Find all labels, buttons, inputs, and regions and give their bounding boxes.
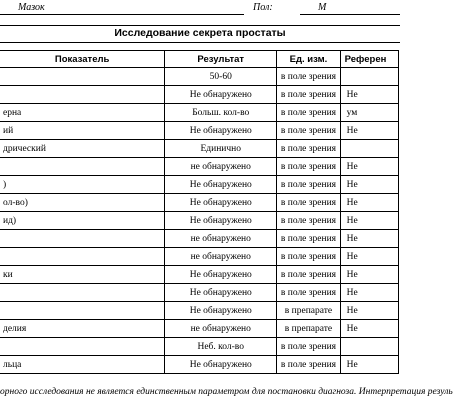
table-body [0, 68, 399, 374]
cell-result: Не обнаружено [165, 302, 277, 320]
table-row [0, 104, 399, 122]
cell-unit: в поле зрения [277, 122, 340, 140]
table-row [0, 140, 399, 158]
cell-unit: в поле зрения [277, 104, 340, 122]
cell-parameter: ерна [0, 104, 165, 122]
patient-header [0, 0, 400, 18]
table-row [0, 212, 399, 230]
cell-reference: Не [340, 284, 398, 302]
cell-result: Не обнаружено [165, 284, 277, 302]
cell-reference: Не [340, 320, 398, 338]
cell-unit: в поле зрения [277, 158, 340, 176]
sex-underline [300, 14, 400, 15]
cell-parameter: ий [0, 122, 165, 140]
cell-reference: Не [340, 230, 398, 248]
table-row [0, 68, 399, 86]
cell-result: не обнаружено [165, 230, 277, 248]
cell-parameter: дрический [0, 140, 165, 158]
cell-unit: в поле зрения [277, 230, 340, 248]
table-row [0, 230, 399, 248]
table-row [0, 284, 399, 302]
table-row [0, 248, 399, 266]
cell-result: Не обнаружено [165, 356, 277, 374]
table-row [0, 176, 399, 194]
cell-result: Не обнаружено [165, 176, 277, 194]
column-header-unit: Ед. изм. [277, 51, 340, 68]
table-row [0, 86, 399, 104]
cell-parameter [0, 86, 165, 104]
cell-unit: в поле зрения [277, 194, 340, 212]
disclaimer-text: орного исследования не является единственным параметром для постановки диагноза. Интерпретация резуль [0, 387, 453, 397]
material-underline [0, 14, 244, 15]
table-header [0, 51, 399, 68]
material-label: Мазок [18, 2, 45, 13]
page-title: Исследование секрета простаты [0, 25, 400, 43]
cell-parameter [0, 248, 165, 266]
cell-parameter: ид) [0, 212, 165, 230]
column-header-result: Результат [165, 51, 277, 68]
table-row [0, 122, 399, 140]
cell-reference: Не [340, 86, 398, 104]
cell-reference: Не [340, 176, 398, 194]
cell-parameter [0, 338, 165, 356]
table-row [0, 158, 399, 176]
cell-reference [340, 140, 398, 158]
cell-result: 50-60 [165, 68, 277, 86]
cell-parameter: ол-во) [0, 194, 165, 212]
cell-unit: в препарате [277, 302, 340, 320]
cell-parameter [0, 284, 165, 302]
cell-reference: Не [340, 212, 398, 230]
cell-result: не обнаружено [165, 248, 277, 266]
sex-label: Пол: [253, 2, 273, 13]
cell-result: Неб. кол-во [165, 338, 277, 356]
cell-reference: Не [340, 248, 398, 266]
cell-unit: в поле зрения [277, 356, 340, 374]
cell-reference [340, 338, 398, 356]
cell-reference: Не [340, 266, 398, 284]
column-header-parameter: Показатель [0, 51, 165, 68]
cell-parameter: ки [0, 266, 165, 284]
table-row [0, 356, 399, 374]
table-row [0, 338, 399, 356]
cell-result: Не обнаружено [165, 86, 277, 104]
results-table [0, 50, 399, 374]
table-row [0, 194, 399, 212]
cell-result: Не обнаружено [165, 194, 277, 212]
table-row [0, 320, 399, 338]
cell-parameter: льца [0, 356, 165, 374]
cell-unit: в поле зрения [277, 284, 340, 302]
table-header-row [0, 51, 399, 68]
cell-unit: в поле зрения [277, 68, 340, 86]
cell-result: Больш. кол-во [165, 104, 277, 122]
cell-parameter [0, 302, 165, 320]
cell-parameter: делия [0, 320, 165, 338]
cell-result: Не обнаружено [165, 266, 277, 284]
cell-unit: в поле зрения [277, 266, 340, 284]
cell-unit: в препарате [277, 320, 340, 338]
cell-reference: Не [340, 194, 398, 212]
cell-reference: ум [340, 104, 398, 122]
table-row [0, 302, 399, 320]
cell-result: не обнаружено [165, 158, 277, 176]
cell-reference: Не [340, 122, 398, 140]
cell-reference [340, 68, 398, 86]
cell-reference: Не [340, 158, 398, 176]
cell-reference: Не [340, 356, 398, 374]
cell-reference: Не [340, 302, 398, 320]
cell-unit: в поле зрения [277, 140, 340, 158]
cell-parameter [0, 158, 165, 176]
cell-result: Единично [165, 140, 277, 158]
cell-result: Не обнаружено [165, 122, 277, 140]
cell-unit: в поле зрения [277, 338, 340, 356]
cell-parameter [0, 68, 165, 86]
cell-parameter [0, 230, 165, 248]
cell-result: Не обнаружено [165, 212, 277, 230]
cell-unit: в поле зрения [277, 86, 340, 104]
column-header-reference: Референ [340, 51, 398, 68]
cell-parameter: ) [0, 176, 165, 194]
table-row [0, 266, 399, 284]
cell-unit: в поле зрения [277, 248, 340, 266]
cell-unit: в поле зрения [277, 212, 340, 230]
sex-value: М [318, 2, 327, 13]
cell-unit: в поле зрения [277, 176, 340, 194]
cell-result: не обнаружено [165, 320, 277, 338]
